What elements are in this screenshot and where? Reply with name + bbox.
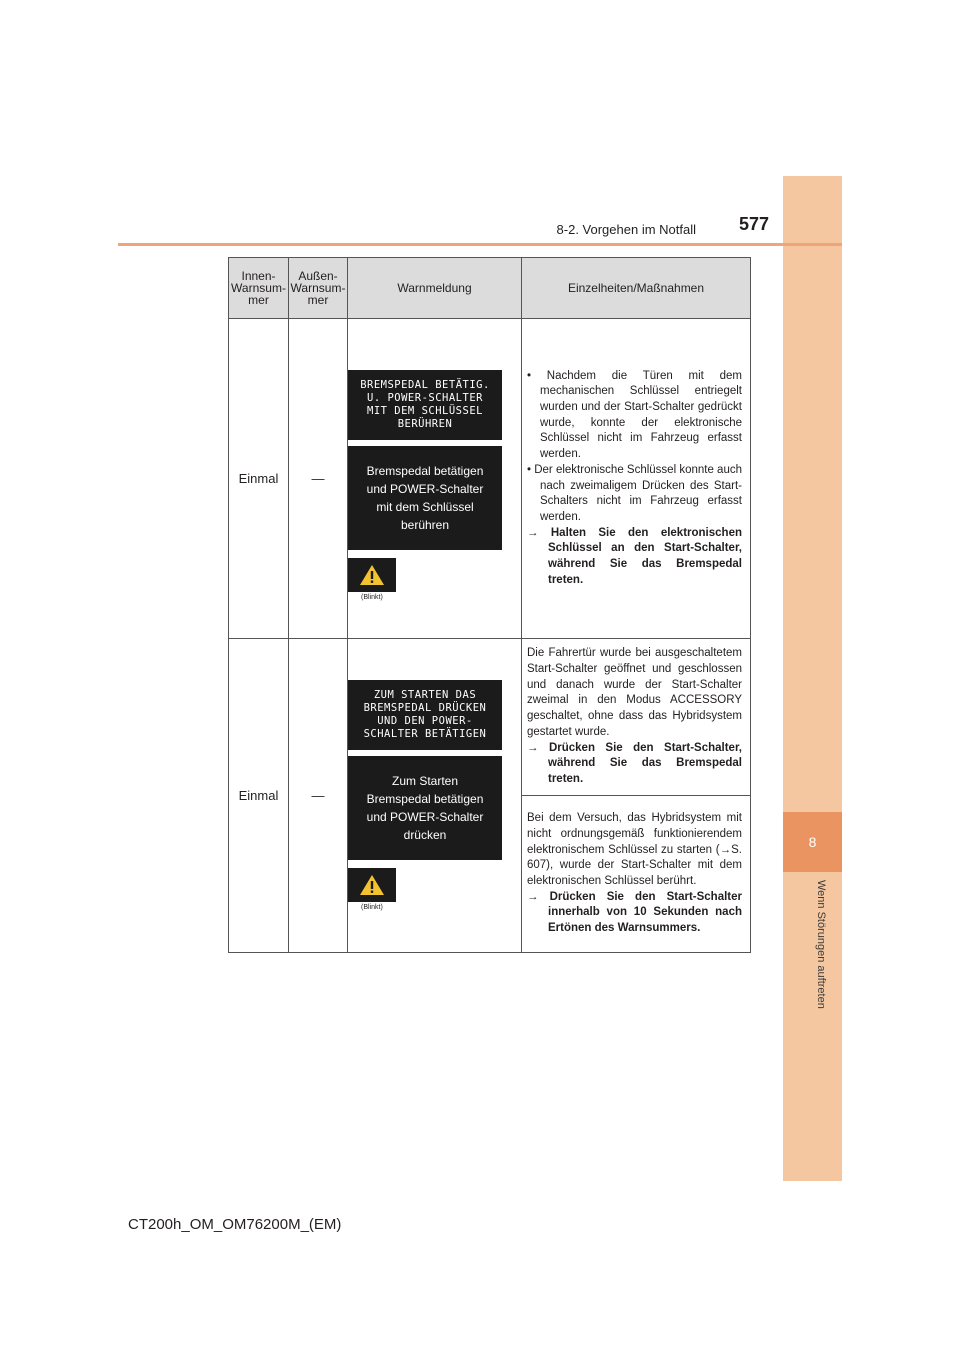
section-title: 8-2. Vorgehen im Notfall <box>556 222 696 237</box>
col-details: Einzelheiten/Maßnahmen <box>522 258 751 319</box>
warning-triangle-icon <box>359 874 385 896</box>
blink-note: (Blinkt) <box>361 904 383 911</box>
warning-table <box>228 257 751 953</box>
warning-indicator <box>348 558 396 592</box>
chapter-number-tab[interactable]: 8 <box>783 812 842 872</box>
detail-action: → Drücken Sie den Start-Schalter innerhalb von 10 Sekunden nach Ertönen des Warnsummers. <box>527 890 742 935</box>
detail-paragraph: Die Fahrertür wurde bei ausgeschaltetem Start-Schalter geöffnet und geschlossen und danach wurde der Start-Schalter zweimal in den Modus ACCESSORY geschaltet, ohne dass das Hybridsystem gestartet wurde. <box>527 647 742 738</box>
document-code: CT200h_OM_OM76200M_(EM) <box>128 1216 342 1233</box>
inner-buzzer-value: Einmal <box>229 639 289 953</box>
details-cell <box>522 796 751 953</box>
detail-bullet: • Der elektronische Schlüssel konnte auch nach zweimaligem Drücken des Start-Schalters nicht im Fahrzeug erfasst werden. <box>527 463 742 523</box>
details-cell <box>522 639 751 796</box>
header-rule <box>118 243 842 246</box>
page-number: 577 <box>739 214 770 234</box>
display-text-message: Bremspedal betätigen und POWER-Schalter mit dem Schlüssel berühren <box>348 446 502 550</box>
detail-action: → Halten Sie den elektronischen Schlüssel an den Start-Schalter, während Sie das Bremspedal treten. <box>527 526 742 586</box>
message-cell <box>348 639 522 953</box>
outer-buzzer-value: — <box>289 639 348 953</box>
details-text <box>522 369 750 589</box>
col-outer-buzzer: Außen- Warnsum- mer <box>289 258 348 319</box>
blink-note: (Blinkt) <box>361 594 383 601</box>
outer-buzzer-value: — <box>289 319 348 639</box>
details-text <box>522 646 750 787</box>
table-row <box>229 639 751 796</box>
inner-buzzer-value: Einmal <box>229 319 289 639</box>
details-text <box>522 811 750 937</box>
col-inner-buzzer: Innen- Warnsum- mer <box>229 258 289 319</box>
display-caps-message: BREMSPEDAL BETÄTIG. U. POWER-SCHALTER MIT DEM SCHLÜSSEL BERÜHREN <box>348 370 502 440</box>
detail-action: → Drücken Sie den Start-Schalter, während Sie das Bremspedal treten. <box>527 741 742 785</box>
message-cell <box>348 319 522 639</box>
chapter-title: Wenn Störungen auftreten <box>815 880 827 1009</box>
detail-bullet: • Nachdem die Türen mit dem mechanischen Schlüssel entriegelt wurden und der Start-Schalter gedrückt wurde, konnte der elektronische Schlüssel nicht im Fahrzeug erfasst werden. <box>527 369 742 461</box>
table-row <box>229 319 751 639</box>
warning-indicator <box>348 868 396 902</box>
details-cell <box>522 319 751 639</box>
table-header-row <box>229 258 751 319</box>
col-message: Warnmeldung <box>348 258 522 319</box>
warning-triangle-icon <box>359 564 385 586</box>
display-text-message: Zum Starten Bremspedal betätigen und POWER-Schalter drücken <box>348 756 502 860</box>
detail-paragraph: Bei dem Versuch, das Hybridsystem mit nicht ordnungsgemäß funktionierendem elektronischem Schlüssel zu starten (→S. 607), wurde der Start-Schalter mit dem elektronischen Schlüssel berührt. <box>527 812 742 887</box>
display-caps-message: ZUM STARTEN DAS BREMSPEDAL DRÜCKEN UND DEN POWER- SCHALTER BETÄTIGEN <box>348 680 502 750</box>
